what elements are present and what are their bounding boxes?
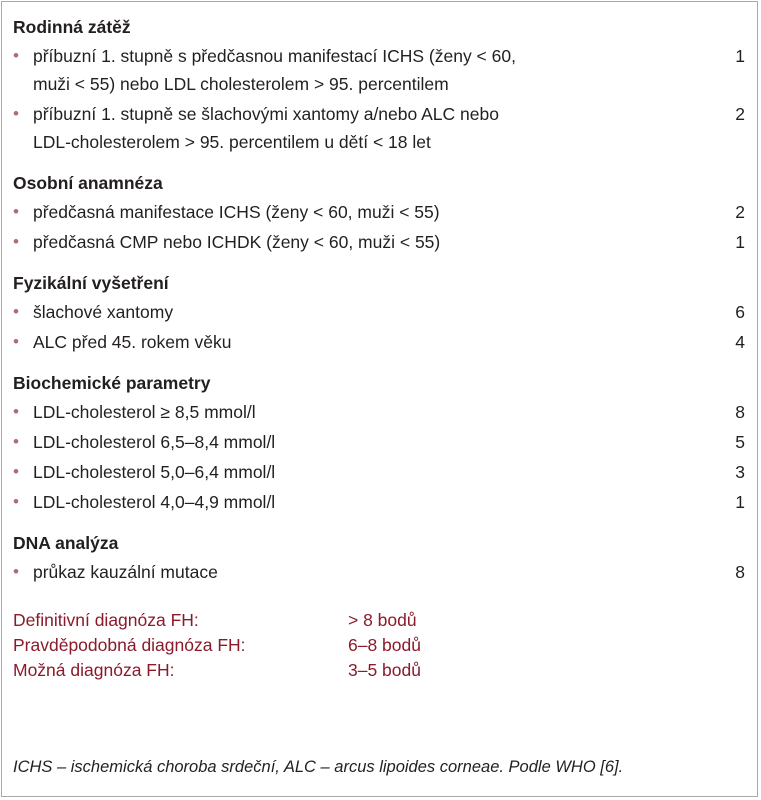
criterion-text-line: příbuzní 1. stupně s předčasnou manifestací ICHS (ženy < 60, — [33, 46, 516, 66]
bullet-icon: • — [13, 46, 19, 65]
diagnosis-points: 3–5 bodů — [348, 660, 421, 680]
criterion-item — [13, 228, 745, 256]
bullet-icon: • — [13, 432, 19, 451]
criterion-score: 2 — [735, 202, 745, 222]
section-personal-history — [13, 168, 745, 256]
criterion-item — [13, 488, 745, 516]
diagnosis-row — [13, 658, 745, 683]
criterion-item — [13, 558, 745, 586]
diagnosis-summary — [13, 608, 745, 683]
criterion-score: 4 — [735, 332, 745, 352]
diagnosis-label: Možná diagnóza FH: — [13, 660, 175, 680]
criterion-text-line: muži < 55) nebo LDL cholesterolem > 95. percentilem — [33, 74, 449, 94]
criterion-item — [13, 298, 745, 326]
bullet-icon: • — [13, 202, 19, 221]
criterion-item — [13, 328, 745, 356]
section-biochemical — [13, 368, 745, 516]
criterion-text-line: LDL-cholesterolem > 95. percentilem u dětí < 18 let — [33, 132, 431, 152]
diagnosis-label: Definitivní diagnóza FH: — [13, 610, 199, 630]
criterion-text-line: předčasná CMP nebo ICHDK (ženy < 60, muži < 55) — [33, 232, 441, 252]
criterion-text-line: LDL-cholesterol 6,5–8,4 mmol/l — [33, 432, 276, 452]
criterion-score: 1 — [735, 46, 745, 66]
criterion-score: 3 — [735, 462, 745, 482]
criterion-text-line: průkaz kauzální mutace — [33, 562, 218, 582]
criterion-item — [13, 100, 745, 156]
section-heading: DNA analýza — [13, 533, 119, 553]
criterion-score: 8 — [735, 402, 745, 422]
bullet-icon: • — [13, 104, 19, 123]
bullet-icon: • — [13, 562, 19, 581]
criterion-score: 6 — [735, 302, 745, 322]
section-physical-exam — [13, 268, 745, 356]
criterion-score: 1 — [735, 232, 745, 252]
section-heading: Osobní anamnéza — [13, 173, 163, 193]
bullet-icon: • — [13, 492, 19, 511]
criterion-text-line: předčasná manifestace ICHS (ženy < 60, muži < 55) — [33, 202, 440, 222]
bullet-icon: • — [13, 232, 19, 251]
section-heading: Fyzikální vyšetření — [13, 273, 169, 293]
bullet-icon: • — [13, 332, 19, 351]
criterion-score: 1 — [735, 492, 745, 512]
criterion-item — [13, 42, 745, 98]
footnote: ICHS – ischemická choroba srdeční, ALC – arcus lipoides corneae. Podle WHO [6]. — [13, 758, 624, 776]
section-heading: Biochemické parametry — [13, 373, 211, 393]
section-dna-analysis — [13, 528, 745, 586]
criterion-score: 2 — [735, 104, 745, 124]
criterion-text-line: LDL-cholesterol ≥ 8,5 mmol/l — [33, 402, 256, 422]
criterion-text-line: příbuzní 1. stupně se šlachovými xantomy a/nebo ALC nebo — [33, 104, 499, 124]
diagnosis-label: Pravděpodobná diagnóza FH: — [13, 635, 246, 655]
bullet-icon: • — [13, 402, 19, 421]
diagnosis-row — [13, 633, 745, 658]
diagnosis-points: > 8 bodů — [348, 610, 417, 630]
section-heading: Rodinná zátěž — [13, 17, 131, 37]
criterion-score: 5 — [735, 432, 745, 452]
section-family-history — [13, 12, 745, 156]
criterion-text-line: LDL-cholesterol 5,0–6,4 mmol/l — [33, 462, 276, 482]
diagnosis-points: 6–8 bodů — [348, 635, 421, 655]
diagnosis-row — [13, 608, 745, 633]
criterion-item — [13, 458, 745, 486]
criterion-score: 8 — [735, 562, 745, 582]
criterion-text-line: LDL-cholesterol 4,0–4,9 mmol/l — [33, 492, 276, 512]
criteria-table — [13, 12, 745, 683]
criterion-text-line: šlachové xantomy — [33, 302, 174, 322]
criterion-item — [13, 398, 745, 426]
criterion-item — [13, 428, 745, 456]
bullet-icon: • — [13, 462, 19, 481]
criterion-item — [13, 198, 745, 226]
bullet-icon: • — [13, 302, 19, 321]
criterion-text-line: ALC před 45. rokem věku — [33, 332, 232, 352]
